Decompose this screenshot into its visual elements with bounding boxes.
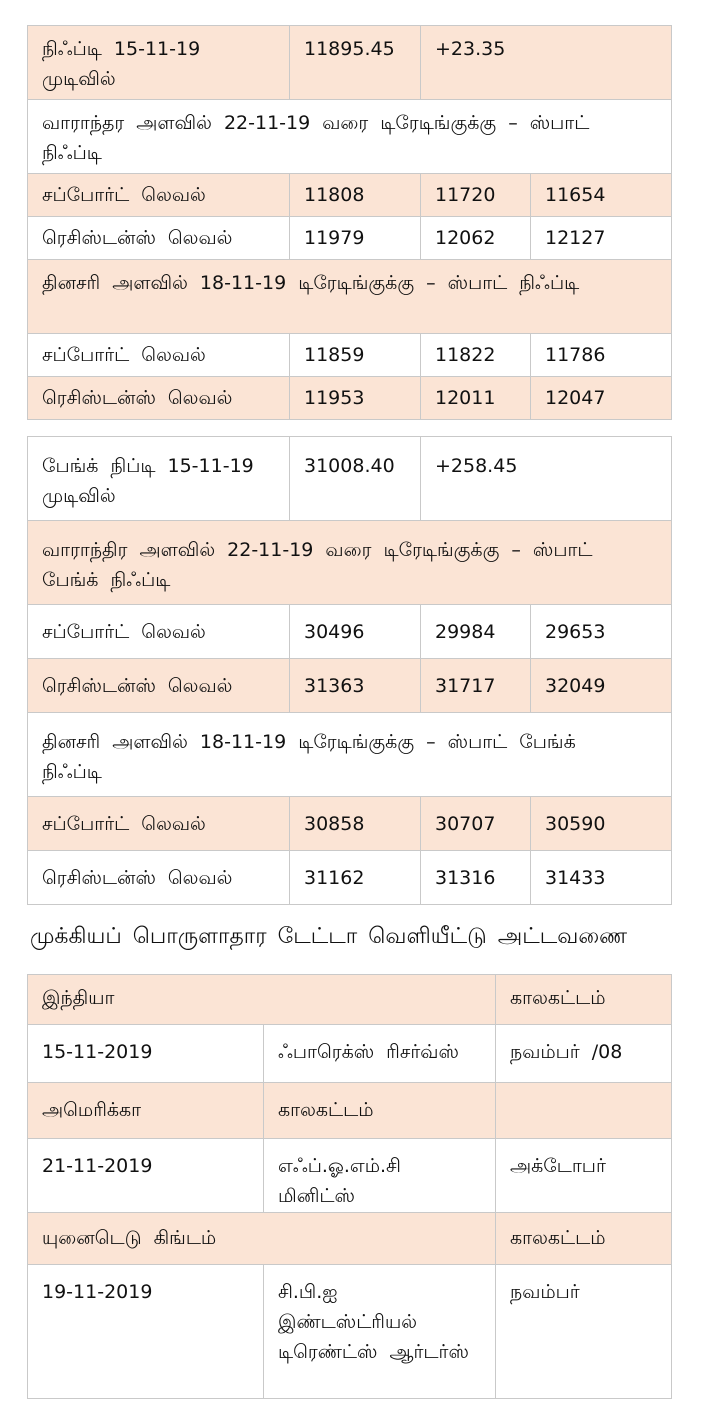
resistance-level-label: ரெசிஸ்டன்ஸ் லெவல் — [28, 659, 290, 713]
empty-cell — [496, 1083, 672, 1139]
india-data-row — [28, 1025, 672, 1083]
resistance-level-1: 31162 — [290, 851, 421, 905]
resistance-level-1: 11979 — [290, 217, 421, 260]
resistance-level-2: 31717 — [421, 659, 531, 713]
resistance-level-2: 12011 — [421, 377, 531, 420]
bank-nifty-levels-table — [27, 436, 672, 905]
release-date: 15-11-2019 — [28, 1025, 264, 1083]
bank-nifty-daily-title: தினசரி அளவில் 18-11-19 டிரேடிங்குக்கு – ஸ்பாட் பேங்க் நிஃப்டி — [28, 713, 672, 797]
resistance-level-3: 12047 — [531, 377, 672, 420]
bank-nifty-weekly-title: வாராந்திர அளவில் 22-11-19 வரை டிரேடிங்குக்கு – ஸ்பாட் பேங்க் நிஃப்டி — [28, 521, 672, 605]
support-level-1: 30496 — [290, 605, 421, 659]
support-level-2: 11822 — [421, 334, 531, 377]
bank-nifty-weekly-title-row — [28, 521, 672, 605]
resistance-level-2: 12062 — [421, 217, 531, 260]
uk-header-row — [28, 1213, 672, 1265]
support-level-3: 11654 — [531, 174, 672, 217]
release-date: 21-11-2019 — [28, 1139, 264, 1213]
support-level-1: 11808 — [290, 174, 421, 217]
nifty-close-value: 11895.45 — [290, 26, 421, 100]
support-level-label: சப்போர்ட் லெவல் — [28, 797, 290, 851]
bank-nifty-daily-title-row — [28, 713, 672, 797]
india-header-row — [28, 975, 672, 1025]
usa-header-row — [28, 1083, 672, 1139]
release-date: 19-11-2019 — [28, 1265, 264, 1399]
support-level-1: 30858 — [290, 797, 421, 851]
nifty-close-row — [28, 26, 672, 100]
support-level-2: 11720 — [421, 174, 531, 217]
nifty-weekly-title: வாராந்தர அளவில் 22-11-19 வரை டிரேடிங்குக்கு – ஸ்பாட் நிஃப்டி — [28, 100, 672, 174]
resistance-level-label: ரெசிஸ்டன்ஸ் லெவல் — [28, 851, 290, 905]
nifty-weekly-resistance-row — [28, 217, 672, 260]
nifty-weekly-title-row — [28, 100, 672, 174]
bank-nifty-weekly-resistance-row — [28, 659, 672, 713]
nifty-daily-title: தினசரி அளவில் 18-11-19 டிரேடிங்குக்கு – ஸ்பாட் நிஃப்டி — [28, 260, 672, 334]
calendar-heading: முக்கியப் பொருளாதார டேட்டா வெளியீட்டு அட்டவணை — [30, 924, 628, 949]
resistance-level-label: ரெசிஸ்டன்ஸ் லெவல் — [28, 377, 290, 420]
support-level-3: 11786 — [531, 334, 672, 377]
event-name: ஃபாரெக்ஸ் ரிசர்வ்ஸ் — [264, 1025, 496, 1083]
resistance-level-3: 31433 — [531, 851, 672, 905]
nifty-daily-resistance-row — [28, 377, 672, 420]
resistance-level-label: ரெசிஸ்டன்ஸ் லெவல் — [28, 217, 290, 260]
support-level-label: சப்போர்ட் லெவல் — [28, 174, 290, 217]
support-level-3: 30590 — [531, 797, 672, 851]
country-uk: யுனைடெடு கிங்டம் — [28, 1213, 496, 1265]
resistance-level-1: 31363 — [290, 659, 421, 713]
support-level-label: சப்போர்ட் லெவல் — [28, 334, 290, 377]
support-level-2: 30707 — [421, 797, 531, 851]
resistance-level-3: 12127 — [531, 217, 672, 260]
resistance-level-3: 32049 — [531, 659, 672, 713]
resistance-level-1: 11953 — [290, 377, 421, 420]
event-period: அக்டோபர் — [496, 1139, 672, 1213]
event-period: நவம்பர் — [496, 1265, 672, 1399]
bank-nifty-close-row — [28, 437, 672, 521]
period-header: காலகட்டம் — [496, 975, 672, 1025]
bank-nifty-close-label: பேங்க் நிப்டி 15-11-19 முடிவில் — [28, 437, 290, 521]
event-name: எஃப்.ஓ.எம்.சி மினிட்ஸ் — [264, 1139, 496, 1213]
usa-data-row — [28, 1139, 672, 1213]
bank-nifty-daily-support-row — [28, 797, 672, 851]
uk-data-row — [28, 1265, 672, 1399]
event-period: நவம்பர் /08 — [496, 1025, 672, 1083]
nifty-close-label: நிஃப்டி 15-11-19 முடிவில் — [28, 26, 290, 100]
nifty-levels-table — [27, 25, 672, 420]
country-usa: அமெரிக்கா — [28, 1083, 264, 1139]
period-header: காலகட்டம் — [496, 1213, 672, 1265]
nifty-daily-support-row — [28, 334, 672, 377]
economic-calendar-table — [27, 974, 672, 1399]
resistance-level-2: 31316 — [421, 851, 531, 905]
nifty-daily-title-row — [28, 260, 672, 334]
bank-nifty-close-value: 31008.40 — [290, 437, 421, 521]
support-level-1: 11859 — [290, 334, 421, 377]
nifty-weekly-support-row — [28, 174, 672, 217]
support-level-label: சப்போர்ட் லெவல் — [28, 605, 290, 659]
event-name: சி.பி.ஐ இண்டஸ்ட்ரியல் டிரெண்ட்ஸ் ஆர்டர்ஸ் — [264, 1265, 496, 1399]
bank-nifty-daily-resistance-row — [28, 851, 672, 905]
support-level-2: 29984 — [421, 605, 531, 659]
bank-nifty-weekly-support-row — [28, 605, 672, 659]
country-india: இந்தியா — [28, 975, 496, 1025]
nifty-close-change: +23.35 — [421, 26, 672, 100]
period-header: காலகட்டம் — [264, 1083, 496, 1139]
support-level-3: 29653 — [531, 605, 672, 659]
bank-nifty-close-change: +258.45 — [421, 437, 672, 521]
